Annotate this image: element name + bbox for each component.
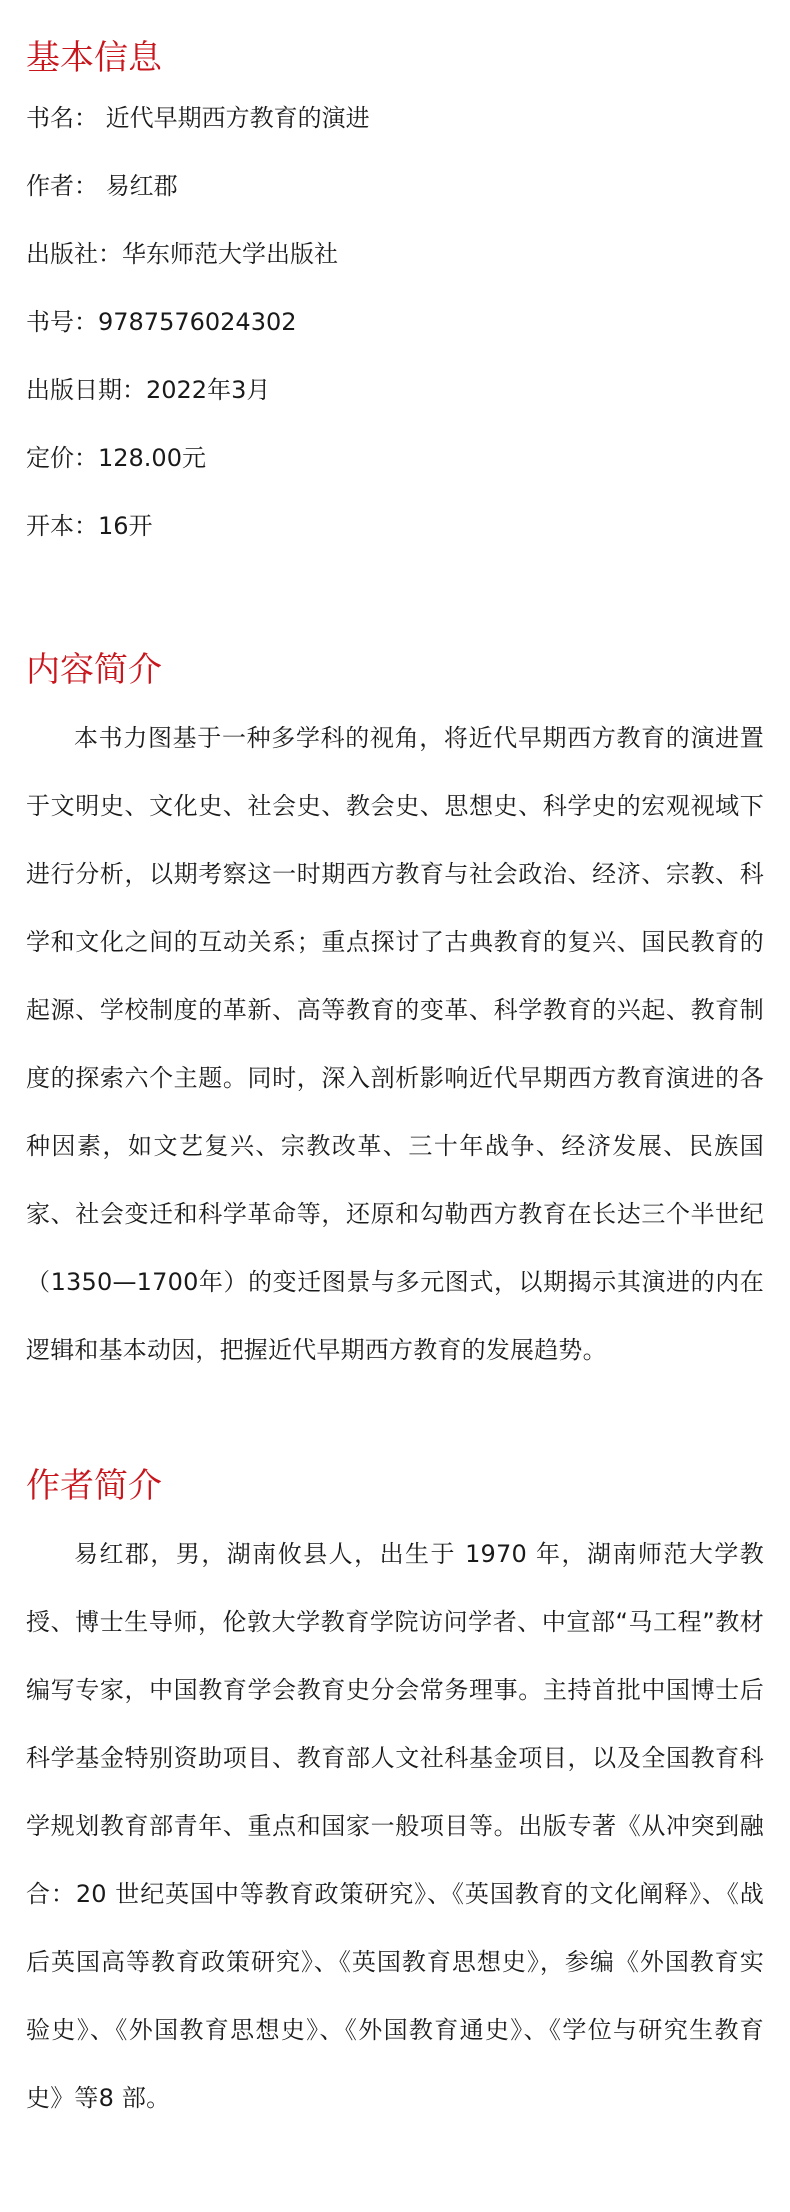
info-row-price: 定价：128.00元 — [26, 444, 206, 472]
info-row-book-title: 书名： 近代早期西方教育的演进 — [26, 104, 370, 132]
summary-section — [26, 648, 764, 1384]
info-row-publish-date: 出版日期：2022年3月 — [26, 376, 271, 404]
basic-info-list — [26, 102, 764, 542]
basic-info-section — [26, 36, 764, 578]
summary-heading: 内容简介 — [26, 650, 162, 690]
info-row-publisher: 出版社：华东师范大学出版社 — [26, 240, 338, 268]
author-paragraph: 易红郡，男，湖南攸县人，出生于 1970 年，湖南师范大学教授、博士生导师，伦敦大学教育学院访问学者、中宣部“马工程”教材编写专家，中国教育学会教育史分会常务理事。主持首批中国博士后科学基金特别资助项目、教育部人文社科基金项目，以及全国教育科学规划教育部青年、重点和国家一般项目等。出版专著《从冲突到融合：20 世纪英国中等教育政策研究》、《英国教育的文化阐释》、《战后英国高等教育政策研究》、《英国教育思想史》，参编《外国教育实验史》、《外国教育思想史》、《外国教育通史》、《学位与研究生教育史》等8 部。 — [26, 1540, 764, 2112]
info-row-isbn: 书号：9787576024302 — [26, 308, 297, 336]
info-row-format: 开本：16开 — [26, 512, 153, 540]
info-row-author: 作者： 易红郡 — [26, 172, 178, 200]
summary-paragraph: 本书力图基于一种多学科的视角，将近代早期西方教育的演进置于文明史、文化史、社会史、教会史、思想史、科学史的宏观视域下进行分析，以期考察这一时期西方教育与社会政治、经济、宗教、科学和文化之间的互动关系；重点探讨了古典教育的复兴、国民教育的起源、学校制度的革新、高等教育的变革、科学教育的兴起、教育制度的探索六个主题。同时，深入剖析影响近代早期西方教育演进的各种因素，如文艺复兴、宗教改革、三十年战争、经济发展、民族国家、社会变迁和科学革命等，还原和勾勒西方教育在长达三个半世纪（1350—1700年）的变迁图景与多元图式，以期揭示其演进的内在逻辑和基本动因，把握近代早期西方教育的发展趋势。 — [26, 724, 764, 1364]
basic-info-heading: 基本信息 — [26, 38, 162, 78]
author-heading: 作者简介 — [26, 1466, 162, 1506]
author-section — [26, 1464, 764, 2132]
